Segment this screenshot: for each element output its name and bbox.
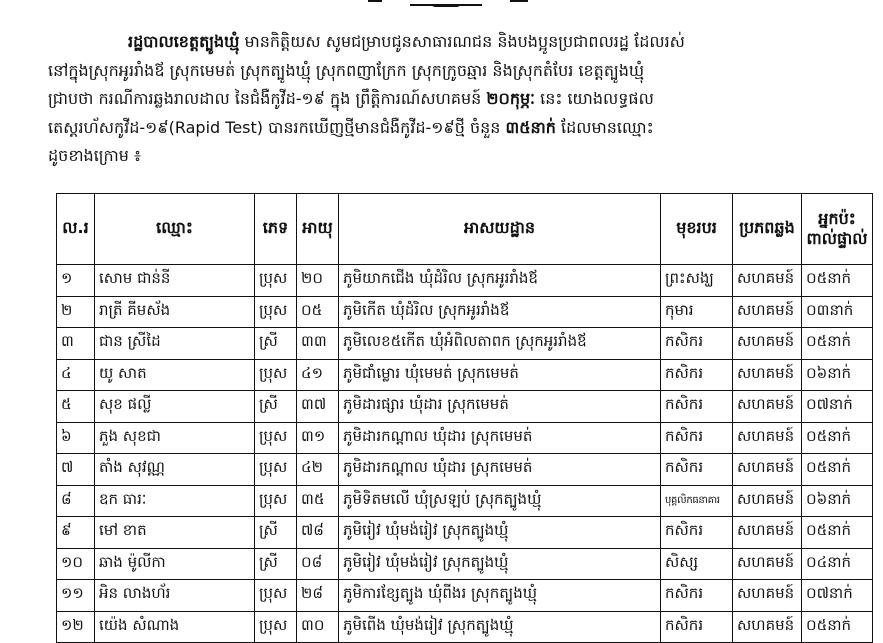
table-row [57,422,873,454]
cell-source: សហគមន៍ [733,328,802,360]
intro-line-4-text-b: ដែលមានឈ្មោះ [555,117,654,137]
cell-source: សហគមន៍ [733,548,802,580]
cell-age: ០៥ [297,296,339,328]
cell-name: សោម ជាន់នី [95,265,255,297]
issuer-name: រដ្ឋបាលខេត្តត្បូងឃ្មុំ [128,32,240,51]
cell-address: ភូមិយាកជើង ឃុំដំរិល ស្រុកអូររាំងឪ [339,265,661,297]
cell-name: ជាន ស្រីដៃ [95,328,255,360]
cell-age: ៣៧ [297,391,339,423]
cell-contacts: ០៥នាក់ [802,517,873,549]
cell-sex: ប្រុស [255,265,297,297]
cell-occupation: កសិករ [661,454,733,486]
cell-occupation: សិស្ស [661,548,733,580]
cell-no: ៣ [57,328,95,360]
cell-sex: ប្រុស [255,580,297,612]
cell-contacts: ០៦នាក់ [802,359,873,391]
cell-address: ភូមិដារកណ្តាល ឃុំដារ ស្រុកមេមត់ [339,422,661,454]
cell-sex: ប្រុស [255,485,297,517]
cell-sex: ប្រុស [255,454,297,486]
cell-name: យ៉េង សំណាង [95,611,255,643]
cell-name: យូ សាត [95,359,255,391]
cell-source: សហគមន៍ [733,265,802,297]
case-count: ៣៥នាក់ [505,117,556,137]
cell-name: សុខ ផល្លី [95,391,255,423]
cell-source: សហគមន៍ [733,580,802,612]
cell-age: ២០ [297,265,339,297]
table-row [57,328,873,360]
cell-no: ៩ [57,517,95,549]
header-no: ល.រ [57,194,95,265]
header-contacts: អ្នកប៉ះពាល់ផ្ទាល់ [802,194,873,265]
header-rule-stub-right [510,0,528,2]
cell-occupation: ព្រះសង្ឃ [661,265,733,297]
cell-occupation: កសិករ [661,422,733,454]
cell-age: ៤១ [297,359,339,391]
cell-age: ៣១ [297,422,339,454]
cell-contacts: ០៥នាក់ [802,611,873,643]
intro-line-4 [48,114,868,143]
cell-address: ភូមិលេខ៥កើត ឃុំអំពិលតាពក ស្រុកអូររាំងឪ [339,328,661,360]
cell-no: ១០ [57,548,95,580]
header-age: អាយុ [297,194,339,265]
table-row [57,517,873,549]
table-row [57,359,873,391]
cell-contacts: ០៦នាក់ [802,485,873,517]
cell-occupation: កសិករ [661,391,733,423]
cell-address: ភូមិដារកណ្តាល ឃុំដារ ស្រុកមេមត់ [339,454,661,486]
cell-no: ២ [57,296,95,328]
cell-contacts: ០៥នាក់ [802,328,873,360]
cell-contacts: ០៣នាក់ [802,296,873,328]
cell-source: សហគមន៍ [733,359,802,391]
table-row [57,485,873,517]
cell-age: ៣០ [297,611,339,643]
cell-address: ភូមិកើត ឃុំដំរិល ស្រុកអូររាំងឪ [339,296,661,328]
table-row [57,611,873,643]
cell-address: ភូមិទិតមលើ ឃុំស្រឡប់ ស្រុកត្បូងឃ្មុំ [339,485,661,517]
table-row [57,391,873,423]
table-row [57,580,873,612]
cell-sex: ស្រី [255,328,297,360]
cell-name: តាំង សុវណ្ណ [95,454,255,486]
intro-line-2: នៅក្នុងស្រុកអូររាំងឪ ស្រុកមេមត់ ស្រុកត្បូងឃ្មុំ ស្រុកពញាក្រែក ស្រុកក្រូចឆ្មារ និងស្រុកតំបែរ ខេត្តត្បូងឃ្មុំ [48,60,645,80]
cell-no: ៥ [57,391,95,423]
cell-address: ភូមិដារផ្សារ ឃុំដារ ស្រុកមេមត់ [339,391,661,423]
cell-source: សហគមន៍ [733,454,802,486]
intro-line-1-text: មានកិត្តិយស សូមជម្រាបជូនសាធារណជន និងបងប្អូនប្រជាពលរដ្ឋ ដែលរស់ [239,32,685,51]
header-decorative-rule [410,0,482,6]
cell-age: ៣៣ [297,328,339,360]
cell-source: សហគមន៍ [733,517,802,549]
cell-sex: ប្រុស [255,422,297,454]
announcement-paragraph [48,28,868,171]
cases-table [56,193,873,643]
intro-line-3 [48,85,868,114]
cell-age: ៣៥ [297,485,339,517]
header-rule-stub-left [368,0,382,2]
cell-no: ៧ [57,454,95,486]
cell-no: ៨ [57,485,95,517]
table-row [57,454,873,486]
cell-source: សហគមន៍ [733,422,802,454]
cell-occupation: កសិករ [661,359,733,391]
cell-contacts: ០៧នាក់ [802,391,873,423]
cell-occupation: កសិករ [661,328,733,360]
header-sex: ភេទ [255,194,297,265]
cell-sex: ប្រុស [255,296,297,328]
cell-name: រាត្រី គីមស័ង [95,296,255,328]
table-row [57,548,873,580]
cell-address: ភូមិជាំម្លោរ ឃុំមេមត់ ស្រុកមេមត់ [339,359,661,391]
intro-line-5: ដូចខាងក្រោម ៖ [48,146,142,165]
cell-sex: ប្រុស [255,611,297,643]
cell-source: សហគមន៍ [733,485,802,517]
cell-occupation: កសិករ [661,611,733,643]
cell-sex: ស្រី [255,548,297,580]
table-row [57,296,873,328]
cell-no: ៤ [57,359,95,391]
intro-line-1 [48,28,868,57]
cell-occupation: កសិករ [661,580,733,612]
cell-no: ១២ [57,611,95,643]
cell-age: ០៨ [297,548,339,580]
cell-source: សហគមន៍ [733,611,802,643]
cell-contacts: ០៥នាក់ [802,265,873,297]
cell-address: ភូមិរៀវ ឃុំមង់រៀវ ស្រុកត្បូងឃ្មុំ [339,548,661,580]
cell-source: សហគមន៍ [733,391,802,423]
table-row [57,265,873,297]
cell-name: ភួង សុខជា [95,422,255,454]
cell-occupation: កសិករ [661,517,733,549]
intro-line-4-text-a: តេស្តរហ័សកូវីដ-១៩(Rapid Test) បានរកឃើញថ្មីមានជំងឺកូវីដ-១៩ថ្មី ចំនួន [48,117,506,137]
table-body [57,265,873,643]
cell-contacts: ០៥នាក់ [802,454,873,486]
event-date: ២០កុម្ភៈ [486,89,536,108]
cell-name: ឧក ធារៈ [95,485,255,517]
cell-no: ១ [57,265,95,297]
intro-line-3-text-b: នេះ យោងលទ្ធផល [535,89,654,108]
cell-source: សហគមន៍ [733,296,802,328]
cell-address: ភូមិពើង ឃុំមង់រៀវ ស្រុកត្បូងឃ្មុំ [339,611,661,643]
cell-name: អិន លាងហ័រ [95,580,255,612]
cell-no: ១១ [57,580,95,612]
cell-sex: ស្រី [255,391,297,423]
intro-line-3-text-a: ជ្រាបថា ករណីការឆ្លងរាលដាល នៃជំងឺកូវីដ-១៩ ក្នុង ព្រឹត្តិការណ៍សហគមន៍ [48,89,487,108]
cell-no: ៦ [57,422,95,454]
cell-contacts: ០៤នាក់ [802,548,873,580]
cell-contacts: ០៧នាក់ [802,580,873,612]
cell-age: ៤២ [297,454,339,486]
header-source: ប្រភពឆ្លង [733,194,802,265]
cell-sex: ប្រុស [255,359,297,391]
cell-occupation: បុគ្គលិកធនាគារ [661,485,733,517]
cell-name: ឆាង ម៉ូលីកា [95,548,255,580]
table-header-row [57,194,873,265]
cell-contacts: ០៥នាក់ [802,422,873,454]
header-name: ឈ្មោះ [95,194,255,265]
header-address: អាសយដ្ឋាន [339,194,661,265]
cell-occupation: កុមារ [661,296,733,328]
cell-address: ភូមិរៀវ ឃុំមង់រៀវ ស្រុកត្បូងឃ្មុំ [339,517,661,549]
cell-address: ភូមិការខ្សែត្បូង ឃុំពីងរ ស្រុកត្បូងឃ្មុំ [339,580,661,612]
cell-sex: ស្រី [255,517,297,549]
cell-age: ៧៨ [297,517,339,549]
cell-age: ២៨ [297,580,339,612]
cell-name: មៅ ខាត [95,517,255,549]
header-occupation: មុខរបរ [661,194,733,265]
